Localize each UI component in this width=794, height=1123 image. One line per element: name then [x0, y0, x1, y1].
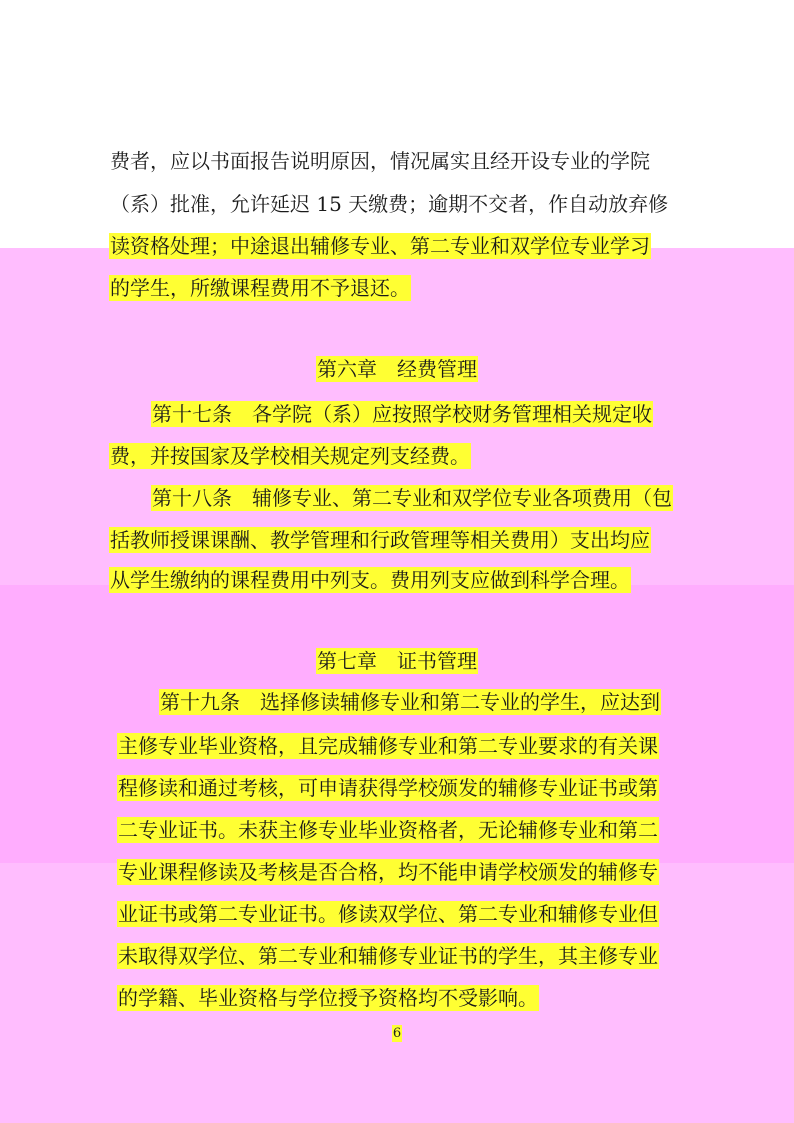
- text-line: [110, 442, 470, 470]
- highlighted-text: 程修读和通过考核，可申请获得学校颁发的辅修专业证书或第: [118, 776, 658, 800]
- highlighted-text: 的学生，所缴课程费用不予退还。: [110, 276, 410, 300]
- highlighted-text: 读资格处理；中途退出辅修专业、第二专业和双学位专业学习: [110, 234, 650, 258]
- text-line: [110, 232, 650, 260]
- text-line: [118, 942, 658, 970]
- text-line: [118, 900, 658, 928]
- highlighted-text: 的学籍、毕业资格与学位授予资格均不受影响。: [118, 986, 538, 1010]
- text-line: [118, 858, 658, 886]
- highlighted-text: 第十八条 辅修专业、第二专业和双学位专业各项费用（包: [152, 486, 672, 510]
- highlighted-text: 第十七条 各学院（系）应按照学校财务管理相关规定收: [152, 402, 652, 426]
- page-number: [0, 1026, 794, 1041]
- text-line: [110, 274, 410, 302]
- text-line: [160, 688, 660, 716]
- text-line: [118, 984, 538, 1012]
- page-number-label: 6: [392, 1026, 402, 1041]
- highlighted-text: 二专业证书。未获主修专业毕业资格者，无论辅修专业和第二: [118, 818, 658, 842]
- text-line: [118, 732, 658, 760]
- highlighted-text: 业证书或第二专业证书。修读双学位、第二专业和辅修专业但: [118, 902, 658, 926]
- highlighted-text: 主修专业毕业资格，且完成辅修专业和第二专业要求的有关课: [118, 734, 658, 758]
- chapter-7-title: 第七章 证书管理: [317, 649, 477, 673]
- chapter-6-title: 第六章 经费管理: [317, 357, 477, 381]
- text-line: [110, 526, 650, 554]
- highlighted-text: 括教师授课课酬、教学管理和行政管理等相关费用）支出均应: [110, 528, 650, 552]
- chapter-heading: [0, 355, 794, 383]
- highlighted-text: 专业课程修读及考核是否合格，均不能申请学校颁发的辅修专: [118, 860, 658, 884]
- highlighted-text: 未取得双学位、第二专业和辅修专业证书的学生，其主修专业: [118, 944, 658, 968]
- text-line: [110, 566, 630, 594]
- chapter-heading: [0, 647, 794, 675]
- text-line: （系）批准，允许延迟 15 天缴费；逾期不交者，作自动放弃修: [110, 192, 669, 216]
- text-line: [152, 484, 672, 512]
- highlighted-text: 从学生缴纳的课程费用中列支。费用列支应做到科学合理。: [110, 568, 630, 592]
- text-line: 费者，应以书面报告说明原因，情况属实且经开设专业的学院: [110, 149, 650, 173]
- text-line: [118, 816, 658, 844]
- text-line: [118, 774, 658, 802]
- highlighted-text: 第十九条 选择修读辅修专业和第二专业的学生，应达到: [160, 690, 660, 714]
- text-line: [152, 400, 652, 428]
- highlighted-text: 费，并按国家及学校相关规定列支经费。: [110, 444, 470, 468]
